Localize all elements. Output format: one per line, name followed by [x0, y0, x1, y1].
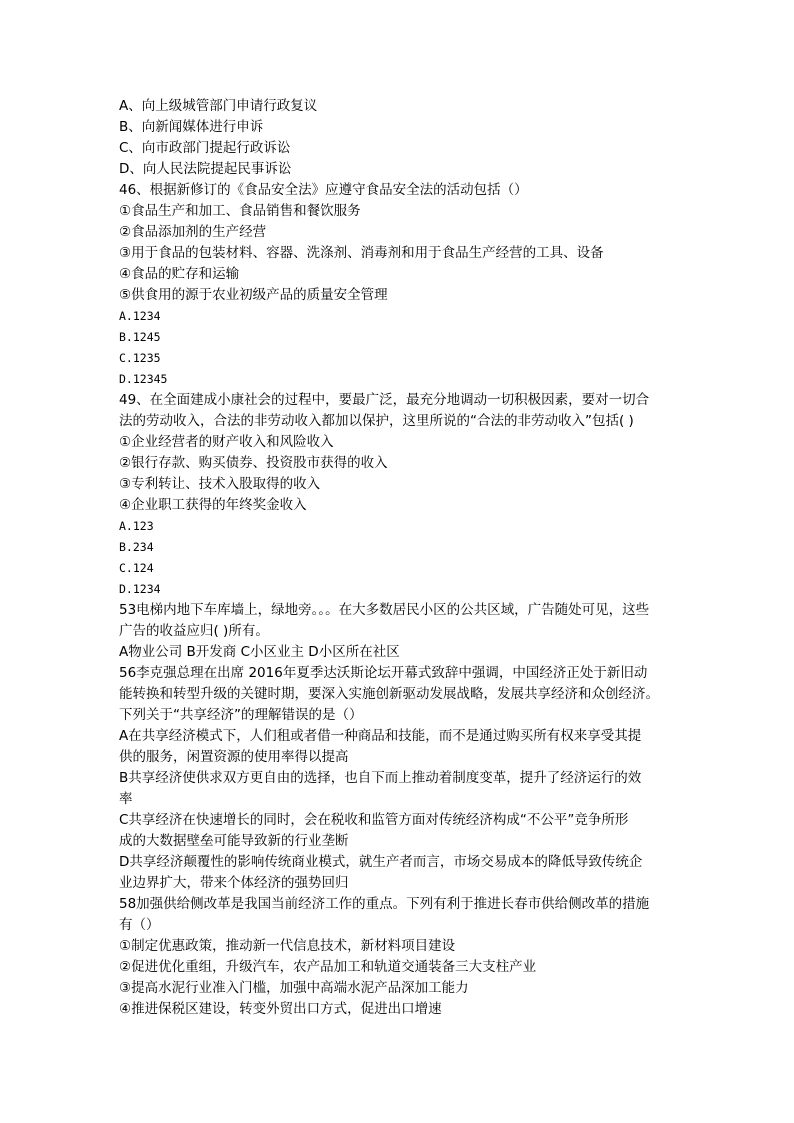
text-line: 49、在全面建成小康社会的过程中，要最广泛，最充分地调动一切积极因素，要对一切合 [119, 392, 650, 408]
text-line: ②银行存款、购买债券、投资股市获得的收入 [119, 455, 388, 471]
text-line: C.1235 [119, 351, 161, 365]
text-line: 成的大数据壁垒可能导致新的行业垄断 [119, 833, 349, 849]
text-line: 下列关于“共享经济”的理解错误的是（） [119, 707, 363, 723]
text-line: ③专利转让、技术入股取得的收入 [119, 476, 321, 492]
text-line: ②食品添加剂的生产经营 [119, 224, 267, 240]
text-line: A在共享经济模式下，人们租或者借一种商品和技能，而不是通过购买所有权来享受其提 [119, 728, 642, 744]
text-line: 58加强供给侧改革是我国当前经济工作的重点。下列有利于推进长春市供给侧改革的措施 [119, 896, 650, 912]
text-line: 能转换和转型升级的关键时期，要深入实施创新驱动发展战略，发展共享经济和众创经济。 [119, 686, 659, 702]
text-line: ①企业经营者的财产收入和风险收入 [119, 434, 334, 450]
text-line: ④推进保税区建设，转变外贸出口方式，促进出口增速 [119, 1001, 442, 1017]
text-line: A.123 [119, 519, 154, 533]
text-line: B.1245 [119, 330, 161, 344]
text-line: 53电梯内地下车库墙上，绿地旁。。。在大多数居民小区的公共区域，广告随处可见，这些 [119, 602, 650, 618]
text-line: D、向人民法院提起民事诉讼 [119, 161, 292, 177]
text-line: A物业公司 B开发商 C小区业主 D小区所在社区 [119, 644, 400, 660]
text-line: ⑤供食用的源于农业初级产品的质量安全管理 [119, 287, 388, 303]
text-line: ①制定优惠政策，推动新一代信息技术，新材料项目建设 [119, 938, 456, 954]
text-line: A.1234 [119, 309, 161, 323]
text-line: 供的服务，闲置资源的使用率得以提高 [119, 749, 349, 765]
text-line: C共享经济在快速增长的同时，会在税收和监管方面对传统经济构成“不公平”竞争所形 [119, 812, 629, 828]
text-line: ③提高水泥行业准入门槛，加强中高端水泥产品深加工能力 [119, 980, 469, 996]
text-line: 56李克强总理在出席 2016年夏季达沃斯论坛开幕式致辞中强调，中国经济正处于新旧动 [119, 665, 648, 681]
text-line: C、向市政部门提起行政诉讼 [119, 140, 291, 156]
text-line: C.124 [119, 561, 154, 575]
text-line: B共享经济使供求双方更自由的选择，也自下而上推动着制度变革，提升了经济运行的效 [119, 770, 642, 786]
text-line: 法的劳动收入，合法的非劳动收入都加以保护，这里所说的“合法的非劳动收入”包括( ) [119, 413, 634, 429]
text-line: 有（） [119, 917, 160, 933]
text-line: A、向上级城管部门申请行政复议 [119, 98, 318, 114]
text-line: D.1234 [119, 582, 161, 596]
text-line: 广告的收益应归( )所有。 [119, 623, 269, 639]
text-line: D共享经济颠覆性的影响传统商业模式，就生产者而言，市场交易成本的降低导致传统企 [119, 854, 643, 870]
text-line: 率 [119, 791, 133, 807]
text-line: ④企业职工获得的年终奖金收入 [119, 497, 307, 513]
text-line: ④食品的贮存和运输 [119, 266, 240, 282]
text-line: ①食品生产和加工、食品销售和餐饮服务 [119, 203, 361, 219]
text-line: 业边界扩大，带来个体经济的强势回归 [119, 875, 349, 891]
document-body [119, 96, 679, 1020]
text-line: ③用于食品的包装材料、容器、洗涤剂、消毒剂和用于食品生产经营的工具、设备 [119, 245, 604, 261]
text-line: B、向新闻媒体进行申诉 [119, 119, 264, 135]
text-line: 46、根据新修订的《食品安全法》应遵守食品安全法的活动包括（） [119, 182, 528, 198]
text-line: ②促进优化重组，升级汽车，农产品加工和轨道交通装备三大支柱产业 [119, 959, 537, 975]
text-line: D.12345 [119, 372, 168, 386]
text-line: B.234 [119, 540, 154, 554]
